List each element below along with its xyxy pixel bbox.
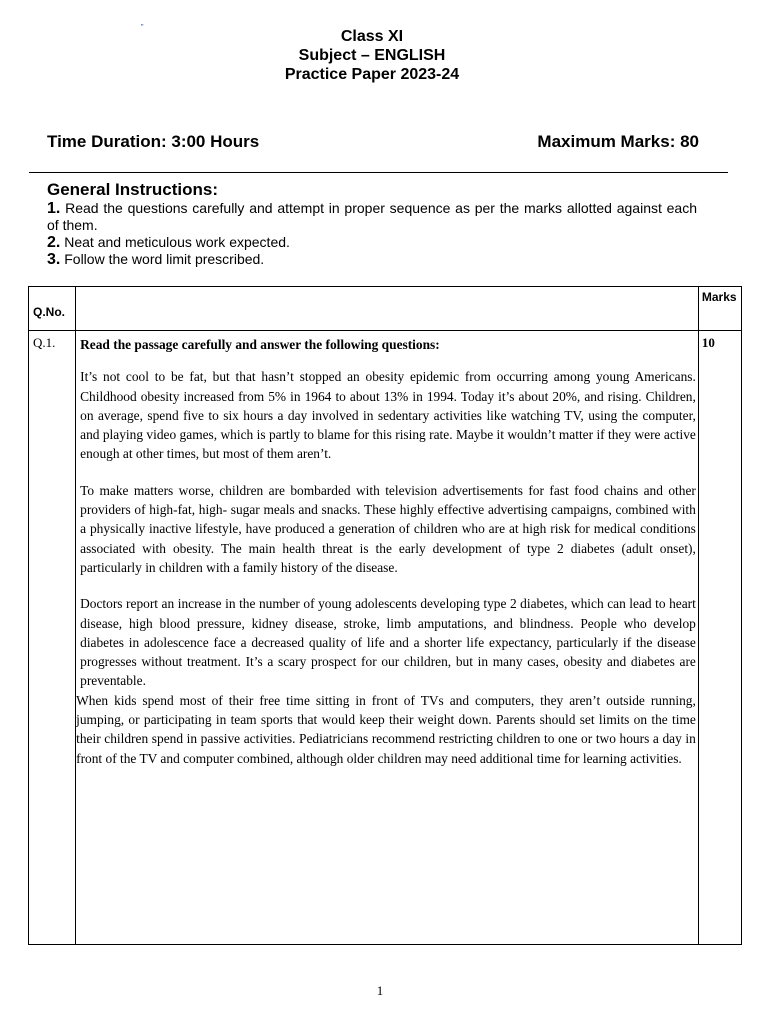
question-row xyxy=(29,331,742,945)
paper-header xyxy=(0,27,744,84)
question-heading: Read the passage carefully and answer the following questions: xyxy=(80,337,440,352)
passage-paragraph: To make matters worse, children are bombarded with television advertisements for fast food chains and other providers of high-fat, high- sugar meals and snacks. These highly effective advertising campaigns, combined with a physically inactive lifestyle, have produced a generation of children who are at high risk for medical conditions associated with obesity. The main health threat is the early development of type 2 diabetes (adult onset), particularly in children with a family history of the disease. xyxy=(80,482,696,575)
question-body xyxy=(76,331,699,945)
paper-title: Practice Paper 2023-24 xyxy=(284,66,460,83)
marks-header: Marks xyxy=(698,287,741,331)
time-duration: Time Duration: 3:00 Hours xyxy=(47,132,260,151)
maximum-marks: Maximum Marks: 80 xyxy=(537,132,699,151)
exam-meta-row xyxy=(47,132,699,152)
question-table xyxy=(28,286,742,945)
instruction-item xyxy=(47,251,697,268)
instruction-number: 3. xyxy=(47,251,61,268)
instruction-item xyxy=(47,200,697,234)
instruction-number: 2. xyxy=(47,234,61,251)
instruction-number: 1. xyxy=(47,200,61,217)
instruction-text: Read the questions carefully and attempt in proper sequence as per the marks allotted against each of them. xyxy=(47,200,698,233)
table-header-row xyxy=(29,287,742,331)
page-number: 1 xyxy=(376,983,384,998)
passage-paragraph: It’s not cool to be fat, but that hasn’t stopped an obesity epidemic from occurring among young Americans. Childhood obesity increased from 5% in 1964 to about 13% in 1994. Today it’s about 20%, and rising. Children, on average, spend five to six hours a day involved in sedentary activities like watching TV, using the computer, and playing video games, which is partly to blame for this rising rate. Maybe it wouldn’t matter if they were active enough at other times, but most of them aren’t. xyxy=(80,369,696,462)
instruction-text: Neat and meticulous work expected. xyxy=(64,234,290,250)
general-instructions xyxy=(47,179,697,268)
passage-paragraph: When kids spend most of their free time sitting in front of TVs and computers, they aren’t outside running, jumping, or participating in team sports that would keep their weight down. Parents should set limits on the time their children spend in passive activities. Pediatricians recommend restricting children to one or two hours a day in front of the TV and computer combined, although older children may need additional time for learning activities. xyxy=(76,692,696,766)
corner-mark: " xyxy=(141,24,144,31)
instructions-heading: General Instructions: xyxy=(47,180,218,199)
qno-header: Q.No. xyxy=(29,287,76,331)
subject-title: Subject – ENGLISH xyxy=(298,47,446,64)
class-title: Class XI xyxy=(340,28,404,45)
header-divider xyxy=(29,172,728,173)
question-header-blank xyxy=(76,287,699,331)
question-marks: 10 xyxy=(698,331,741,945)
passage-paragraph: Doctors report an increase in the number of young adolescents developing type 2 diabetes, which can lead to heart disease, high blood pressure, kidney disease, stroke, limb amputations, and blindness. People who develop diabetes in adolescence face a decreased quality of life and a shorter life expectancy, particularly if the disease progresses without treatment. It’s a scary prospect for our children, but in many cases, obesity and diabetes are preventable. xyxy=(80,596,696,689)
question-number: Q.1. xyxy=(29,331,76,945)
instruction-text: Follow the word limit prescribed. xyxy=(64,251,265,267)
instruction-item xyxy=(47,234,697,251)
